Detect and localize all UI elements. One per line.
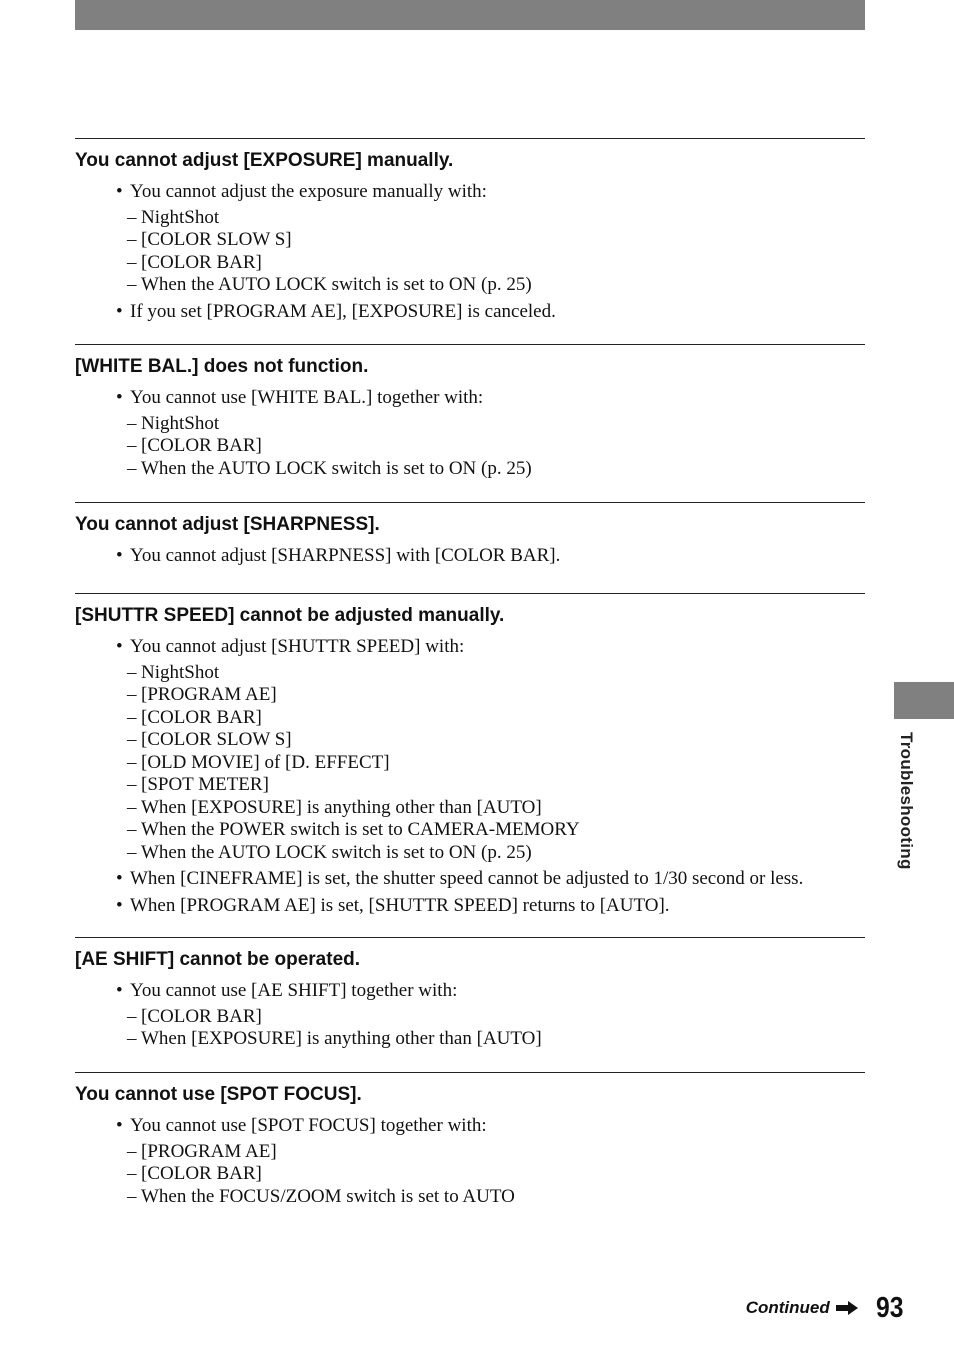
bullet-group (75, 387, 865, 480)
sub-item: – When the POWER switch is set to CAMERA-MEMORY (75, 819, 865, 842)
bullet-item: • If you set [PROGRAM AE], [EXPOSURE] is canceled. (75, 301, 865, 324)
page-number: 93 (875, 1291, 904, 1324)
sub-item: – When the AUTO LOCK switch is set to ON (p. 25) (75, 274, 865, 297)
sub-item: – [PROGRAM AE] (75, 1141, 865, 1164)
sub-item: – [PROGRAM AE] (75, 684, 865, 707)
section-heading: You cannot adjust [SHARPNESS]. (75, 514, 380, 535)
sub-item: – [COLOR BAR] (75, 435, 865, 458)
bullet-item: • You cannot adjust [SHUTTR SPEED] with: (75, 636, 865, 659)
sub-item: – When the AUTO LOCK switch is set to ON (p. 25) (75, 458, 865, 481)
right-arrow-icon (836, 1301, 858, 1315)
section-exposure (75, 138, 865, 327)
section-heading: You cannot use [SPOT FOCUS]. (75, 1084, 362, 1105)
sub-item: – NightShot (75, 207, 865, 230)
sub-item: – [COLOR BAR] (75, 1163, 865, 1186)
section-white-bal (75, 344, 865, 484)
bullet-item: • When [PROGRAM AE] is set, [SHUTTR SPEED] returns to [AUTO]. (75, 895, 865, 918)
sub-item: – NightShot (75, 413, 865, 436)
section-heading: You cannot adjust [EXPOSURE] manually. (75, 150, 454, 171)
section-spot-focus (75, 1072, 865, 1212)
sub-item: – When the FOCUS/ZOOM switch is set to AUTO (75, 1186, 865, 1209)
header-bar (75, 0, 865, 30)
bullet-group (75, 301, 865, 324)
continued-label: Continued (745, 1298, 830, 1317)
sub-item: – [COLOR BAR] (75, 707, 865, 730)
bullet-item: • You cannot adjust [SHARPNESS] with [COLOR BAR]. (75, 545, 865, 568)
section-heading: [WHITE BAL.] does not function. (75, 356, 369, 377)
sub-item: – When the AUTO LOCK switch is set to ON (p. 25) (75, 842, 865, 865)
section-sharpness (75, 502, 865, 572)
bullet-item: • You cannot use [WHITE BAL.] together with: (75, 387, 865, 410)
bullet-group (75, 1115, 865, 1208)
bullet-item: • When [CINEFRAME] is set, the shutter speed cannot be adjusted to 1/30 second or less. (75, 868, 865, 891)
bullet-item: • You cannot use [SPOT FOCUS] together with: (75, 1115, 865, 1138)
sub-item: – [SPOT METER] (75, 774, 865, 797)
sub-item: – [OLD MOVIE] of [D. EFFECT] (75, 752, 865, 775)
sub-item: – When [EXPOSURE] is anything other than [AUTO] (75, 1028, 865, 1051)
section-heading: [SHUTTR SPEED] cannot be adjusted manually. (75, 605, 505, 626)
sub-item: – [COLOR SLOW S] (75, 729, 865, 752)
bullet-group (75, 181, 865, 297)
bullet-item: • You cannot adjust the exposure manually with: (75, 181, 865, 204)
sub-item: – [COLOR BAR] (75, 1006, 865, 1029)
sub-item: – When [EXPOSURE] is anything other than [AUTO] (75, 797, 865, 820)
bullet-item: • You cannot use [AE SHIFT] together with: (75, 980, 865, 1003)
section-shuttr-speed (75, 593, 865, 921)
section-heading: [AE SHIFT] cannot be operated. (75, 949, 361, 970)
page-footer (746, 1290, 908, 1326)
sub-item: – NightShot (75, 662, 865, 685)
bullet-group (75, 895, 865, 918)
bullet-group (75, 980, 865, 1051)
sub-item: – [COLOR BAR] (75, 252, 865, 275)
sub-item: – [COLOR SLOW S] (75, 229, 865, 252)
bullet-group (75, 545, 865, 568)
section-ae-shift (75, 937, 865, 1055)
chapter-label: Troubleshooting (897, 732, 916, 870)
bullet-group (75, 868, 865, 891)
bullet-group (75, 636, 865, 864)
chapter-tab (894, 682, 954, 719)
